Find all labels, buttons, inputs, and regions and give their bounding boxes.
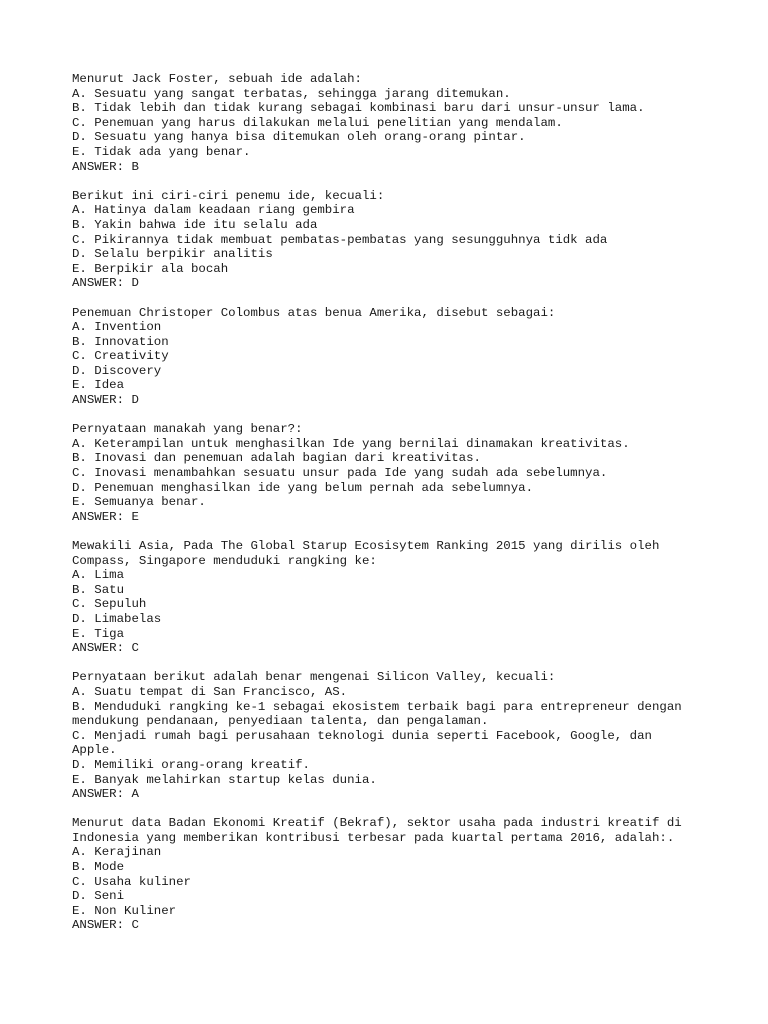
- option-b: B. Inovasi dan penemuan adalah bagian dari kreativitas.: [72, 451, 481, 466]
- answer-line: ANSWER: B: [72, 159, 139, 174]
- question-block: [72, 306, 712, 408]
- question-text-continued: Compass, Singapore menduduki rangking ke:: [72, 553, 377, 568]
- option-b: B. Mode: [72, 860, 125, 875]
- option-e: E. Banyak melahirkan startup kelas dunia.: [72, 772, 377, 787]
- option-a: A. Lima: [72, 568, 125, 583]
- option-c: C. Pikirannya tidak membuat pembatas-pembatas yang sesungguhnya tidk ada: [72, 232, 608, 247]
- option-b: B. Yakin bahwa ide itu selalu ada: [72, 217, 318, 232]
- question-block: [72, 670, 712, 801]
- question-text: Pernyataan berikut adalah benar mengenai Silicon Valley, kecuali:: [72, 670, 556, 685]
- question-text: Mewakili Asia, Pada The Global Starup Ecosisytem Ranking 2015 yang dirilis oleh: [72, 539, 660, 553]
- option-b: B. Innovation: [72, 334, 169, 349]
- option-a: A. Sesuatu yang sangat terbatas, sehingga jarang ditemukan.: [72, 86, 511, 101]
- question-text: Menurut data Badan Ekonomi Kreatif (Bekraf), sektor usaha pada industri kreatif di: [72, 816, 682, 831]
- question-text: Berikut ini ciri-ciri penemu ide, kecuali:: [72, 188, 385, 203]
- option-b: B. Menduduki rangking ke-1 sebagai ekosistem terbaik bagi para entrepreneur dengan: [72, 699, 682, 714]
- answer-line: ANSWER: E: [72, 509, 139, 524]
- question-text: Menurut Jack Foster, sebuah ide adalah:: [72, 72, 362, 86]
- option-d: D. Selalu berpikir analitis: [72, 247, 273, 262]
- question-block: [72, 816, 712, 933]
- option-a: A. Kerajinan: [72, 845, 162, 860]
- question-block: [72, 422, 712, 524]
- question-block: [72, 539, 712, 656]
- option-e: E. Tidak ada yang benar.: [72, 144, 251, 159]
- option-d: D. Limabelas: [72, 611, 162, 626]
- answer-line: ANSWER: C: [72, 641, 139, 656]
- option-c: C. Penemuan yang harus dilakukan melalui penelitian yang mendalam.: [72, 115, 563, 130]
- option-c: C. Usaha kuliner: [72, 874, 191, 889]
- question-text: Penemuan Christoper Colombus atas benua Amerika, disebut sebagai:: [72, 305, 556, 320]
- option-e: E. Berpikir ala bocah: [72, 261, 229, 276]
- option-d: D. Sesuatu yang hanya bisa ditemukan oleh orang-orang pintar.: [72, 130, 526, 145]
- answer-line: ANSWER: C: [72, 918, 139, 933]
- option-d: D. Seni: [72, 889, 125, 904]
- option-b: B. Tidak lebih dan tidak kurang sebagai kombinasi baru dari unsur-unsur lama.: [72, 101, 645, 116]
- option-a: A. Invention: [72, 320, 162, 335]
- question-text: Pernyataan manakah yang benar?:: [72, 422, 303, 437]
- option-e: E. Idea: [72, 378, 125, 393]
- option-b-continued: mendukung pendanaan, penyediaan talenta, dan pengalaman.: [72, 714, 489, 729]
- question-block: [72, 189, 712, 291]
- option-b: B. Satu: [72, 582, 125, 597]
- option-d: D. Penemuan menghasilkan ide yang belum pernah ada sebelumnya.: [72, 480, 534, 495]
- option-a: A. Suatu tempat di San Francisco, AS.: [72, 684, 348, 699]
- answer-line: ANSWER: A: [72, 787, 139, 802]
- option-c: C. Sepuluh: [72, 597, 147, 612]
- option-e: E. Semuanya benar.: [72, 495, 206, 510]
- document-page: [72, 72, 712, 948]
- option-c-continued: Apple.: [72, 743, 117, 758]
- option-c: C. Creativity: [72, 349, 169, 364]
- question-text-continued: Indonesia yang memberikan kontribusi terbesar pada kuartal pertama 2016, adalah:.: [72, 830, 675, 845]
- option-c: C. Inovasi menambahkan sesuatu unsur pada Ide yang sudah ada sebelumnya.: [72, 466, 608, 481]
- question-block: [72, 72, 712, 174]
- option-a: A. Hatinya dalam keadaan riang gembira: [72, 203, 355, 218]
- option-d: D. Memiliki orang-orang kreatif.: [72, 757, 310, 772]
- option-a: A. Keterampilan untuk menghasilkan Ide yang bernilai dinamakan kreativitas.: [72, 436, 630, 451]
- option-d: D. Discovery: [72, 363, 162, 378]
- option-e: E. Tiga: [72, 626, 125, 641]
- option-e: E. Non Kuliner: [72, 903, 177, 918]
- answer-line: ANSWER: D: [72, 393, 139, 408]
- answer-line: ANSWER: D: [72, 276, 139, 291]
- option-c: C. Menjadi rumah bagi perusahaan teknologi dunia seperti Facebook, Google, dan: [72, 728, 652, 743]
